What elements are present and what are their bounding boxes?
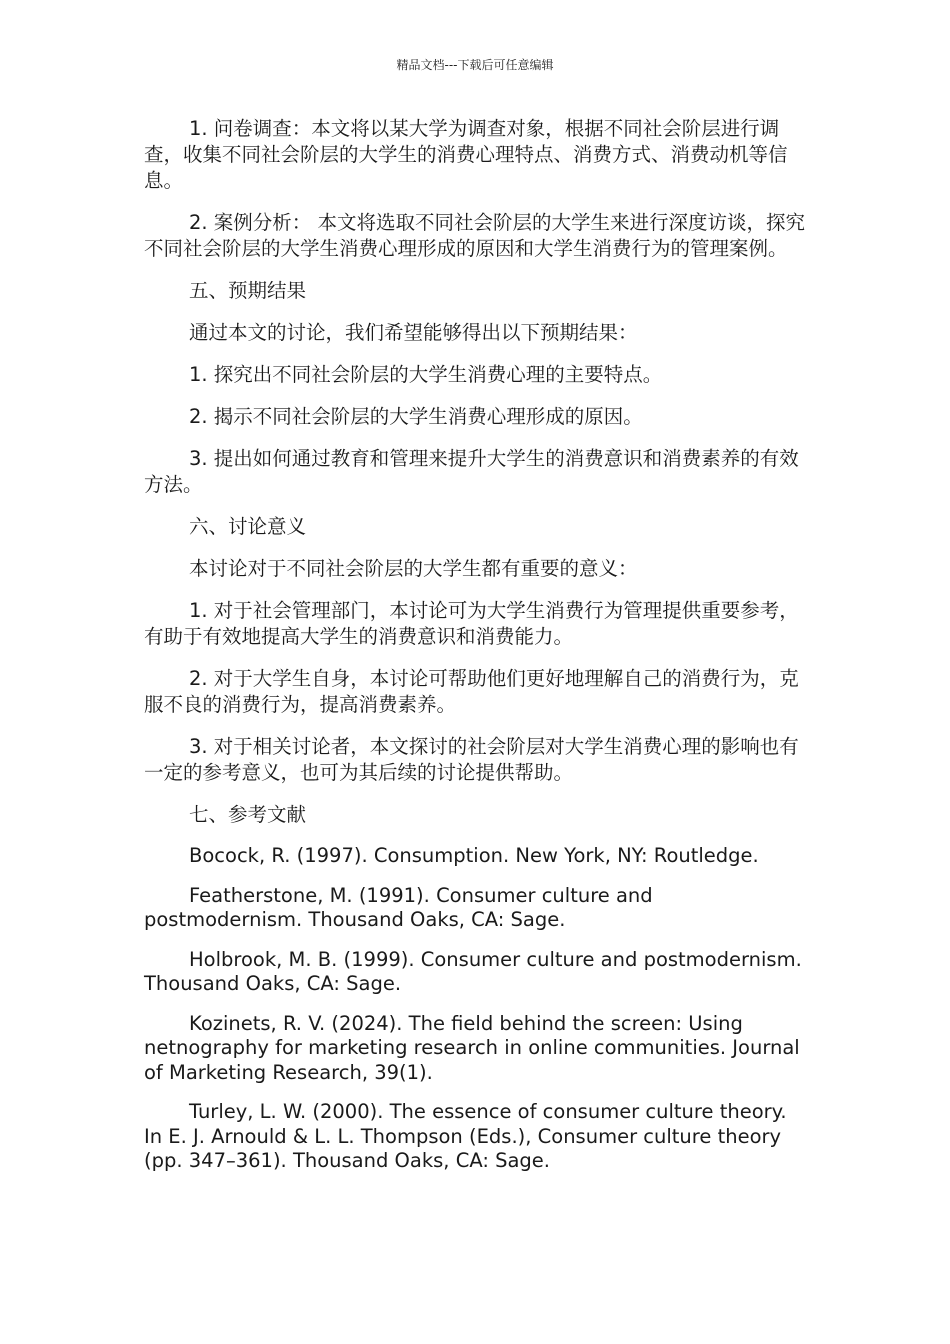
reference-entry: Featherstone, M. (1991). Consumer culture and postmodernism. Thousand Oaks, CA: Sage. (144, 883, 653, 931)
significance-item-2: 2. 对于大学生自身，本讨论可帮助他们更好地理解自己的消费行为，克服不良的消费行为，提高消费素养。 (144, 667, 799, 716)
document-body (144, 116, 808, 1189)
method-case-analysis-paragraph: 2. 案例分析： 本文将选取不同社会阶层的大学生来进行深度访谈，探究不同社会阶层的大学生消费心理形成的原因和大学生消费行为的管理案例。 (144, 211, 806, 260)
reference-entry: Turley, L. W. (2000). The essence of consumer culture theory. In E. J. Arnould & L. L. Thompson (Eds.), Consumer culture theory (pp. 347–361). Thousand Oaks, CA: Sage. (144, 1100, 787, 1172)
method-survey-paragraph: 1. 问卷调查：本文将以某大学为调查对象，根据不同社会阶层进行调查，收集不同社会阶层的大学生的消费心理特点、消费方式、消费动机等信息。 (144, 117, 788, 192)
expected-result-item-1: 1. 探究出不同社会阶层的大学生消费心理的主要特点。 (189, 363, 663, 386)
reference-entry: Holbrook, M. B. (1999). Consumer culture and postmodernism. Thousand Oaks, CA: Sage. (144, 947, 802, 995)
expected-result-item-3: 3. 提出如何通过教育和管理来提升大学生的消费意识和消费素养的有效方法。 (144, 447, 799, 496)
section-heading-references: 七、参考文献 (189, 803, 307, 826)
significance-intro: 本讨论对于不同社会阶层的大学生都有重要的意义： (189, 557, 638, 580)
section-heading-expected-results: 五、预期结果 (189, 279, 307, 302)
expected-results-intro: 通过本文的讨论，我们希望能够得出以下预期结果： (189, 321, 638, 344)
significance-item-1: 1. 对于社会管理部门，本讨论可为大学生消费行为管理提供重要参考，有助于有效地提高大学生的消费意识和消费能力。 (144, 599, 799, 648)
significance-item-3: 3. 对于相关讨论者，本文探讨的社会阶层对大学生消费心理的影响也有一定的参考意义，也可为其后续的讨论提供帮助。 (144, 735, 799, 784)
page-header: 精品文档---下载后可任意编辑 (396, 58, 554, 72)
reference-entry: Kozinets, R. V. (2024). The field behind the screen: Using netnography for marketing research in online communities. Journal of Marketing Research, 39(1). (144, 1011, 800, 1084)
reference-entry: Bocock, R. (1997). Consumption. New York, NY: Routledge. (189, 844, 759, 867)
section-heading-significance: 六、讨论意义 (189, 515, 307, 538)
expected-result-item-2: 2. 揭示不同社会阶层的大学生消费心理形成的原因。 (189, 405, 643, 428)
